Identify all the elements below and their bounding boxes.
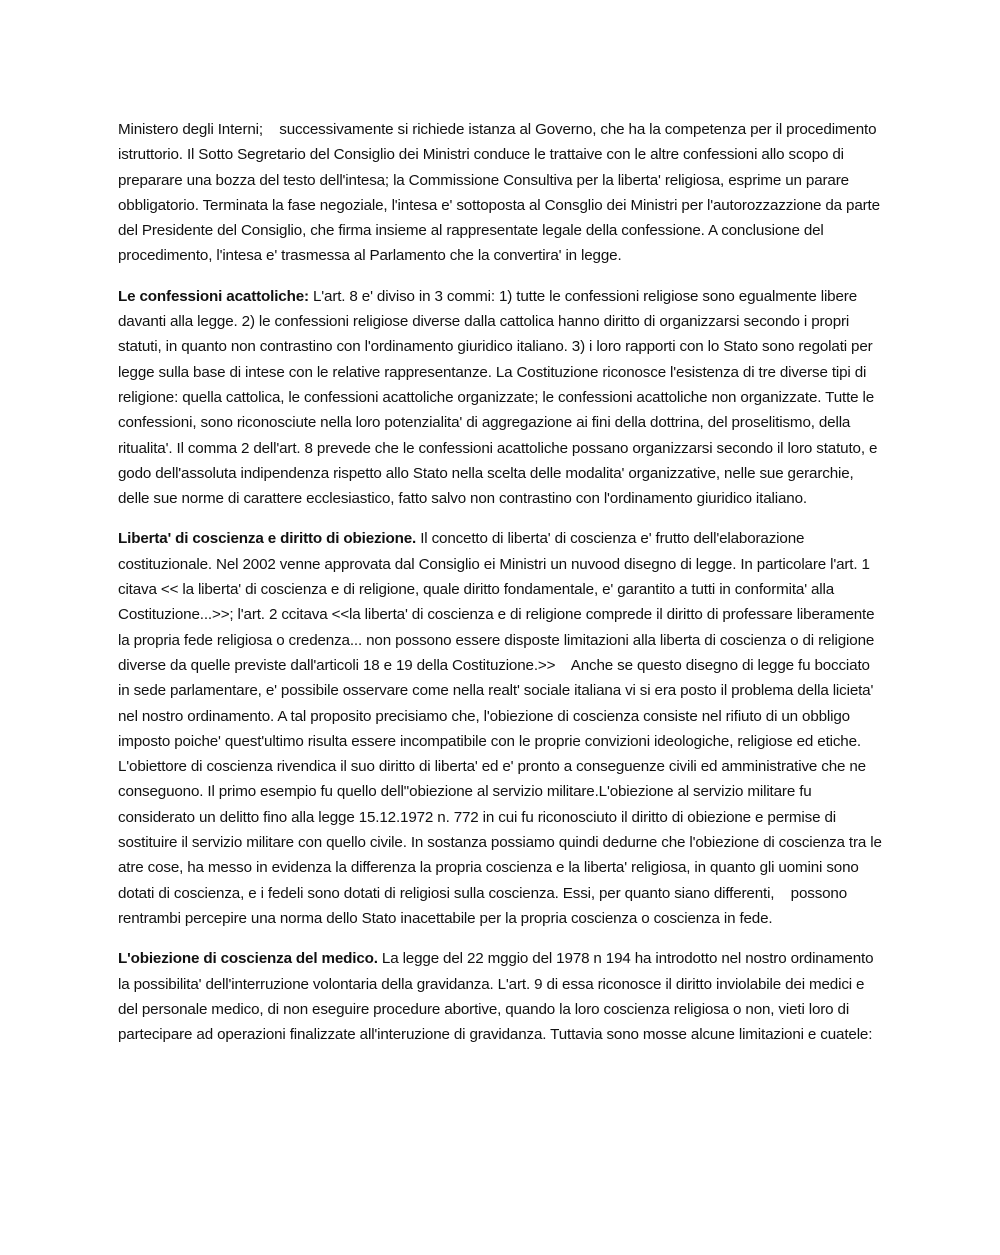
paragraph-heading: Liberta' di coscienza e diritto di obiezione.: [118, 530, 417, 548]
paragraph-liberta-coscienza: [118, 526, 884, 931]
paragraph-obiezione-medico: [118, 946, 884, 1047]
paragraph-confessioni-acattoliche: [118, 284, 884, 512]
paragraph-heading: L'obiezione di coscienza del medico.: [118, 950, 378, 968]
paragraph-intesa-procedure: [118, 117, 884, 269]
paragraph-text: L'art. 8 e' diviso in 3 commi: 1) tutte le confessioni religiose sono egualmente libere davanti alla legge. 2) le confessioni religiose diverse dalla cattolica hanno diritto di organizzarsi secondo i propri statuti, in quanto non contrastino con l'ordinamento giuridico italiano. 3) i loro rapporti con lo Stato sono regolati per legge sulla base di intese con le relative rappresentanze. La Costituzione riconosce l'esistenza di tre diverse tipi di religione: quella cattolica, le confessioni acattoliche organizzate; le confessioni acattoliche non organizzate. Tutte le confessioni, sono riconosciute nella loro potenzialita' di aggregazione ai fini della dottrina, del proselitismo, della ritualita'. Il comma 2 dell'art. 8 prevede che le confessioni acattoliche possano organizzarsi secondo il loro statuto, e godo dell'assoluta indipendenza rispetto allo Stato nella scelta delle modalita' organizzative, nelle sue gerarchie, delle sue norme di carattere ecclesiastico, fatto salvo non contrastino con l'ordinamento giuridico italiano.: [118, 287, 882, 508]
document-page: [118, 117, 884, 1062]
paragraph-heading: Le confessioni acattoliche:: [118, 287, 309, 305]
paragraph-text: Il concetto di liberta' di coscienza e' frutto dell'elaborazione costituzionale. Nel 2002 venne approvata dal Consiglio ei Ministri un nuvood disegno di legge. In particolare l'art. 1 citava << la liberta' di coscienza e di religione, quale diritto fondamentale, e' garantito a tutti in conformita' alla Costituzione...>>; l'art. 2 ccitava <<la liberta' di coscienza e di religione comprede il diritto di professare liberamente la propria fede religiosa o credenza... non possono essere disposte limitazioni alla liberta di coscienza o di religione diverse da quelle previste dall'articoli 18 e 19 della Costituzione.>> Anche se questo disegno di legge fu bocciato in sede parlamentare, e' possibile osservare come nella realt' sociale italiana vi si era posto il problema della licieta' nel nostro ordinamento. A tal proposito precisiamo che, l'obiezione di coscienza consiste nel rifiuto di un obbligo imposto poiche' quest'ultimo risulta essere incompatibile con le proprie convizioni ideologiche, religiose ed etiche. L'obiettore di coscienza rivendica il suo diritto di liberta' ed e' pronto a conseguenze civili ed amministrative che ne conseguono. Il primo esempio fu quello dell''obiezione al servizio militare.L'obiezione al servizio militare fu considerato un delitto fino alla legge 15.12.1972 n. 772 in cui fu riconosciuto il diritto di obiezione e permise di sostituire il servizio militare con quello civile. In sostanza possiamo quindi dedurne che l'obiezione di coscienza tra le atre cose, ha messo in evidenza la differenza la propria coscienza e la liberta' religiosa, in quanto gli uomini sono dotati di coscienza, e i fedeli sono dotati di religiosi sulla coscienza. Essi, per quanto siano differenti, possono rentrambi percepire una norma dello Stato inacettabile per la propria coscienza o coscienza in fede.: [118, 530, 886, 927]
paragraph-text: La legge del 22 mggio del 1978 n 194 ha introdotto nel nostro ordinamento la possibilita' dell'interruzione volontaria della gravidanza. L'art. 9 di essa riconosce il diritto inviolabile dei medici e del personale medico, di non eseguire procedure abortive, quando la loro coscienza religiosa o non, vieti loro di partecipare ad operazioni finalizzate all'interuzione di gravidanza. Tuttavia sono mosse alcune limitazioni e cuatele:: [118, 950, 878, 1044]
paragraph-text: Ministero degli Interni; successivamente si richiede istanza al Governo, che ha la competenza per il procedimento istruttorio. Il Sotto Segretario del Consiglio dei Ministri conduce le trattaive con le altre confessioni allo scopo di preparare una bozza del testo dell'intesa; la Commissione Consultiva per la liberta' religiosa, esprime un parare obbligatorio. Terminata la fase negoziale, l'intesa e' sottoposta al Consglio dei Ministri per l'autorozzazzione da parte del Presidente del Consiglio, che firma insieme al rappresentate legale della confessione. A conclusione del procedimento, l'intesa e' trasmessa al Parlamento che la convertira' in legge.: [118, 121, 884, 265]
